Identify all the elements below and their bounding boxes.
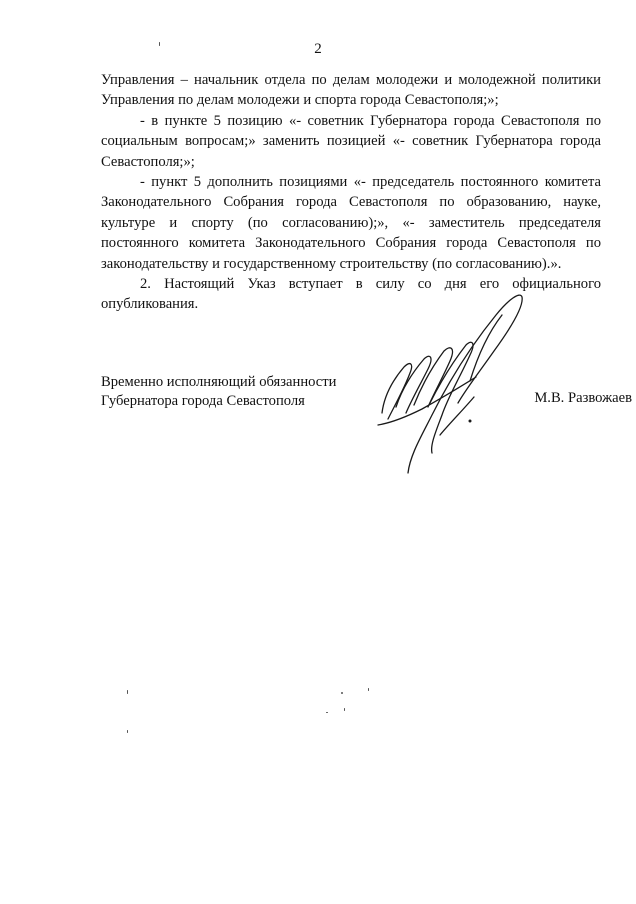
paragraph-amendment-2: - пункт 5 дополнить позициями «- председатель постоянного комитета Законодательного Собрания города Севастополя по образованию, науке, культуре и спорту (по согласованию);», «- заместитель председателя постоянного комитета Законодательного Собрания города Севастополя по законодательству и государственному строительству (по согласованию).». (101, 174, 601, 272)
scan-speck (159, 42, 160, 46)
signatory-title-line-2: Губернатора города Севастополя (101, 393, 305, 409)
scan-speck (341, 692, 343, 694)
signatory-name: М.В. Развожаев (534, 390, 632, 406)
paragraph-amendment-1: - в пункте 5 позицию «- советник Губернатора города Севастополя по социальным вопросам;» заменить позицией «- советник Губернатора города Севастополя;»; (101, 112, 601, 170)
scan-speck (368, 688, 369, 691)
paragraph-continuation: Управления – начальник отдела по делам молодежи и молодежной политики Управления по делам молодежи и спорта города Севастополя;»; (101, 72, 601, 109)
scan-speck (326, 712, 328, 713)
scan-speck (127, 690, 128, 694)
page-number: 2 (314, 41, 322, 57)
signatory-title-line-1: Временно исполняющий обязанности (101, 374, 337, 390)
paragraph-effective-date: 2. Настоящий Указ вступает в силу со дня его официального опубликования. (101, 276, 601, 313)
signatory-title (101, 373, 601, 411)
scan-speck (344, 708, 345, 711)
document-body (101, 70, 601, 315)
scan-speck (127, 730, 128, 733)
